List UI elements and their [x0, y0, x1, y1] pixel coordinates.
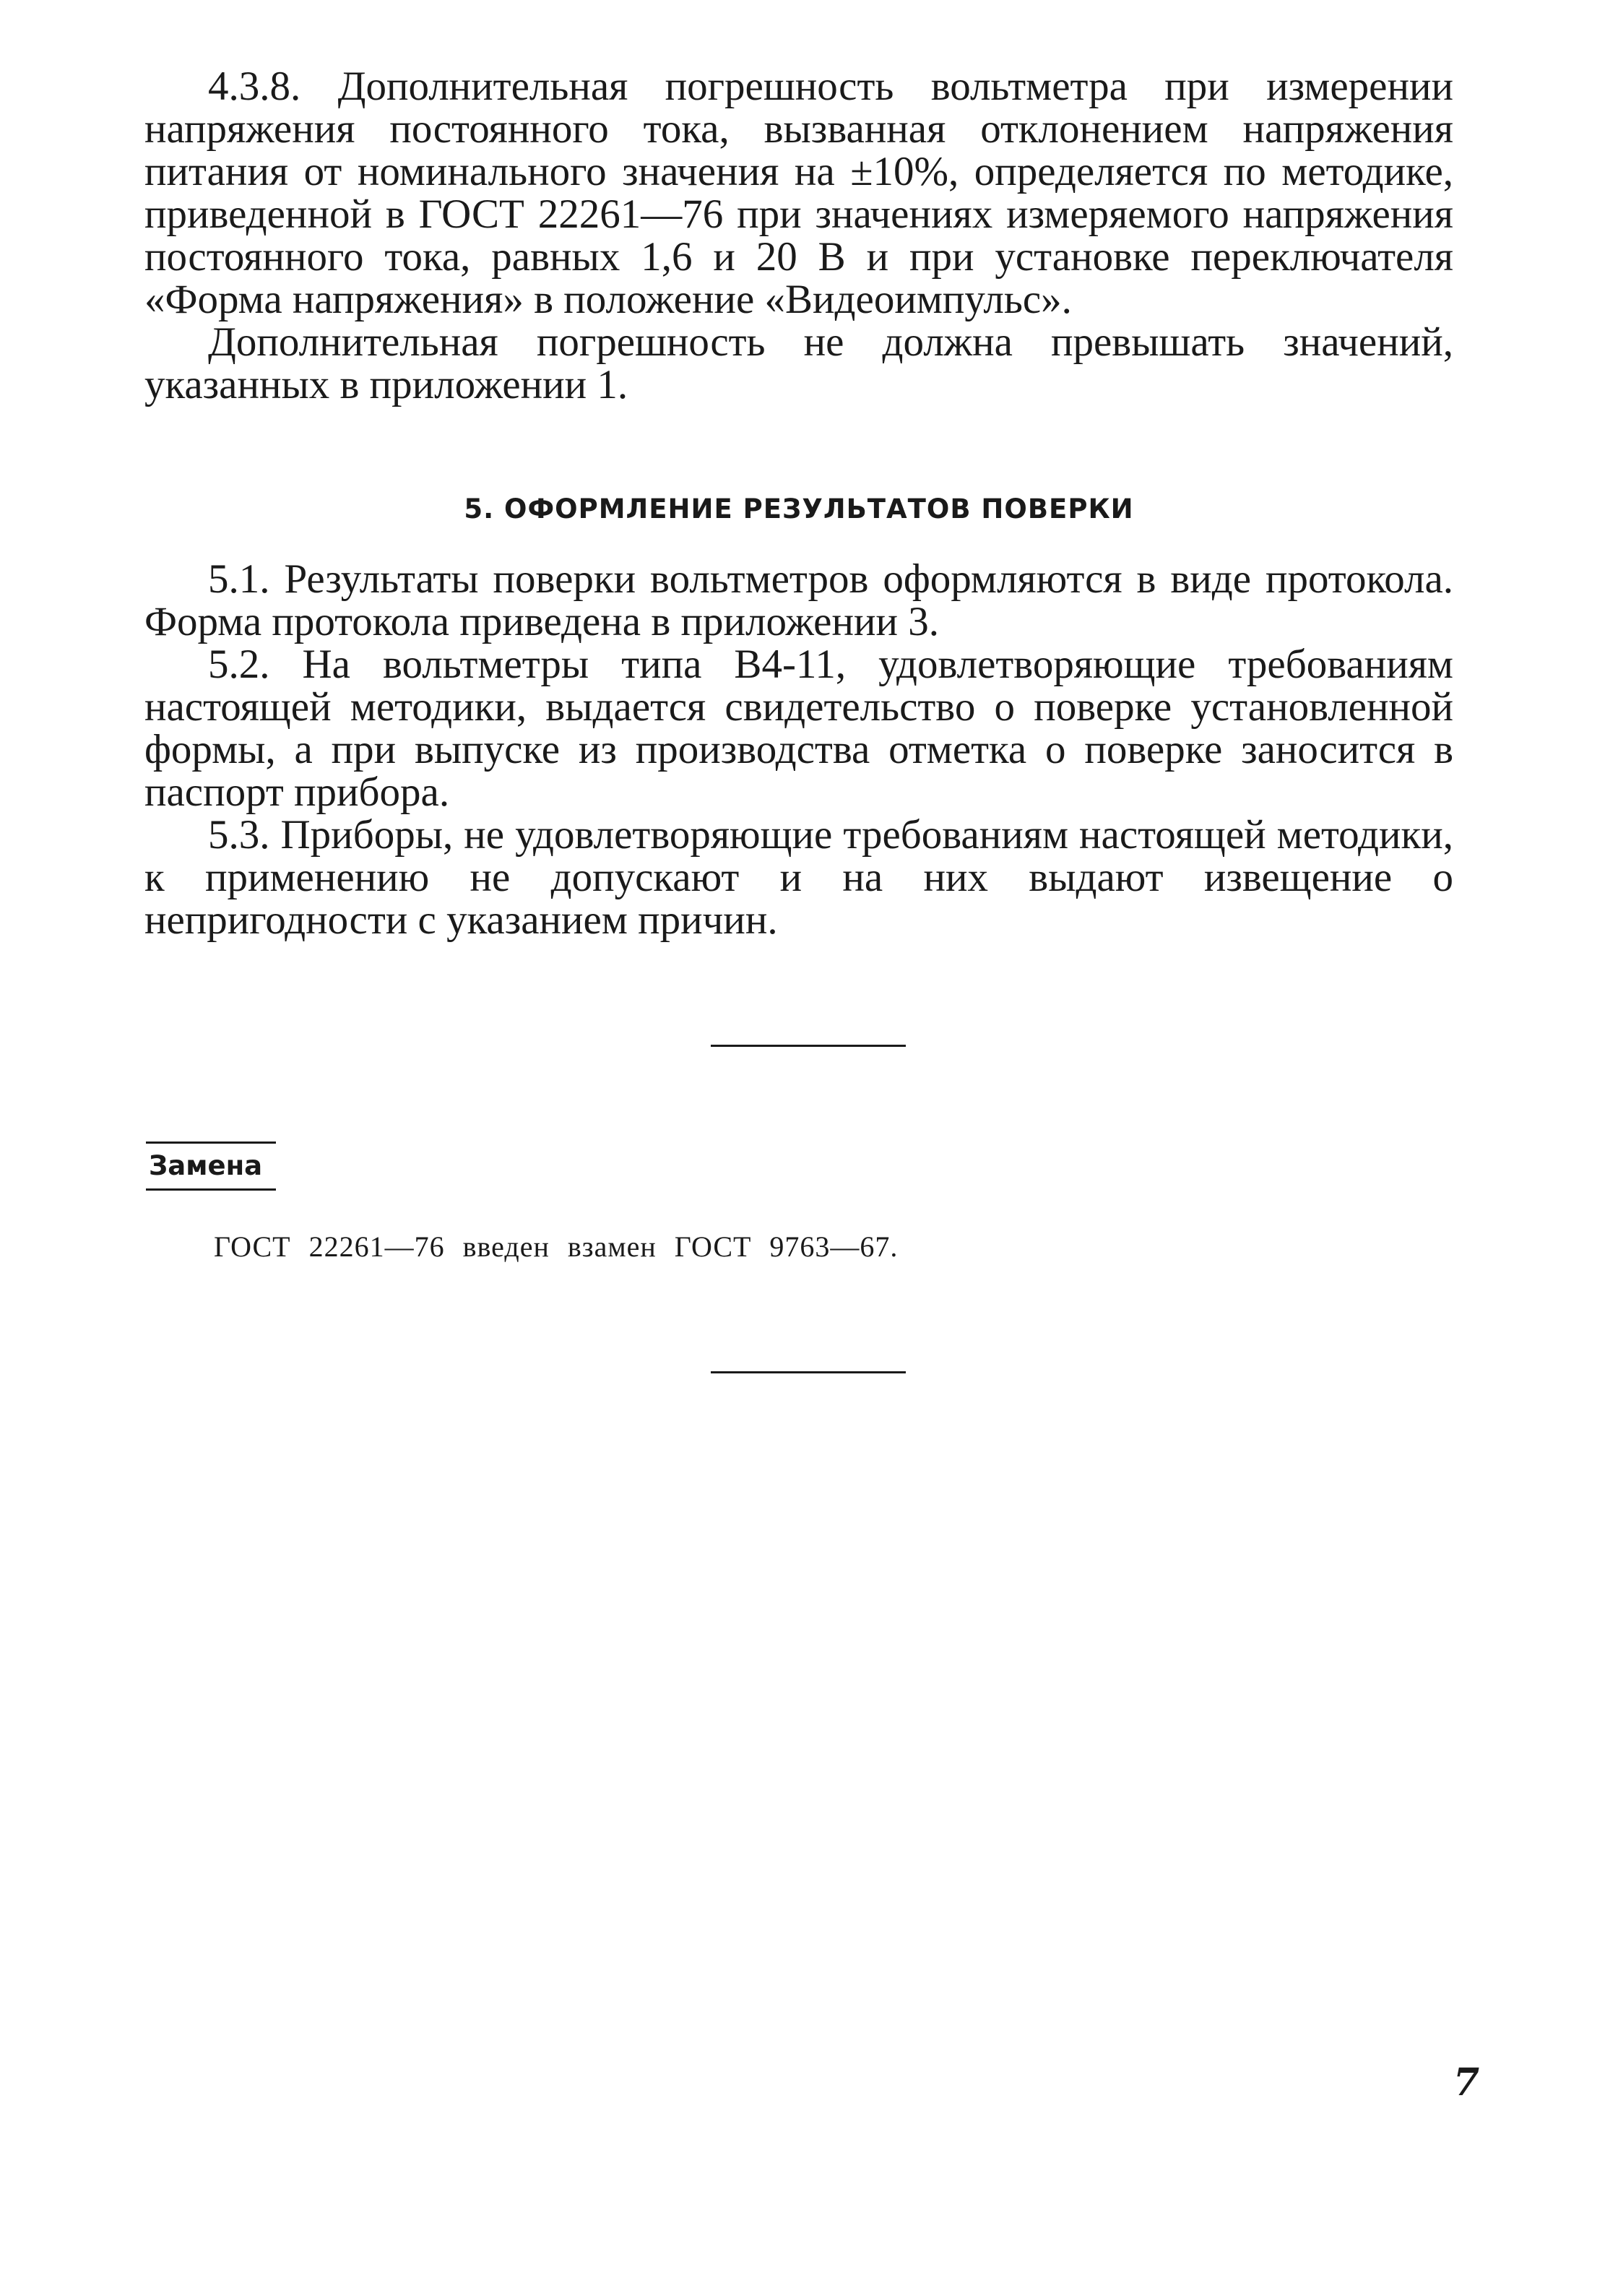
- replacement-label-rule-bottom: [146, 1188, 276, 1191]
- clause-5-3-paragraph: 5.3. Приборы, не удовлетворяющие требованиям настоящей методики, к применению не допускают и на них выдают извещение о непригодности с указанием причин.: [144, 812, 1453, 943]
- clause-5-2-paragraph: 5.2. На вольтметры типа В4-11, удовлетворяющие требованиям настоящей методики, выдается свидетельство о поверке установленной формы, а при выпуске из производства отметка о поверке заносится в паспорт прибора.: [144, 642, 1453, 815]
- section-5-heading: 5. ОФОРМЛЕНИЕ РЕЗУЛЬТАТОВ ПОВЕРКИ: [464, 493, 1134, 525]
- separator-rule-top: [711, 1045, 906, 1047]
- replacement-note: ГОСТ 22261—76 введен взамен ГОСТ 9763—67.: [214, 1230, 899, 1263]
- section-5-block: [144, 558, 1453, 941]
- clause-4-3-8-block: [144, 65, 1453, 406]
- clause-5-1-paragraph: 5.1. Результаты поверки вольтметров оформляются в виде протокола. Форма протокола приведена в приложении 3.: [144, 556, 1453, 644]
- clause-4-3-8-limit-paragraph: Дополнительная погрешность не должна превышать значений, указанных в приложении 1.: [144, 319, 1453, 407]
- replacement-label-box: [146, 1141, 276, 1191]
- page-number: 7: [1453, 2060, 1480, 2105]
- replacement-label: Замена: [149, 1150, 263, 1181]
- clause-4-3-8-paragraph: 4.3.8. Дополнительная погрешность вольтметра при измерении напряжения постоянного тока, вызванная отклонением напряжения питания от номинального значения на ±10%, определяется по методике, приведенной в ГОСТ 22261—76 при значениях измеряемого напряжения постоянного тока, равных 1,6 и 20 В и при установке переключателя «Форма напряжения» в положение «Видеоимпульс».: [144, 64, 1453, 322]
- separator-rule-bottom: [711, 1371, 906, 1373]
